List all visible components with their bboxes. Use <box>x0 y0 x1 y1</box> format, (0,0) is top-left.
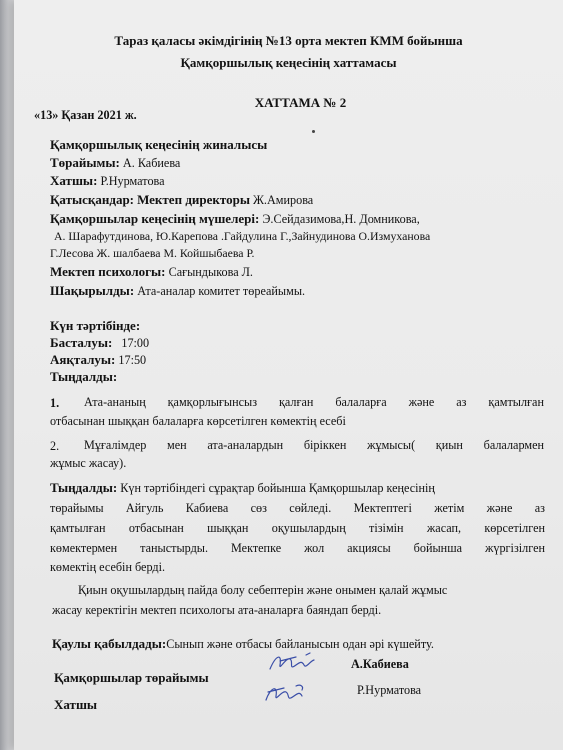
end-row <box>50 352 146 368</box>
psychologist-row <box>50 264 253 280</box>
invited-row <box>50 283 305 299</box>
meeting-title: Қамқоршылық кеңесінің жиналысы <box>50 137 268 152</box>
invited-value: Ата-аналар комитет төреайымы. <box>137 284 306 298</box>
secretary-value: Р.Нурматова <box>100 174 165 188</box>
agenda-item-1-line-2: отбасынан шыққан балаларға көрсетілген көмектің есебі <box>50 414 346 428</box>
heard-paragraph-line-5: көмектің есебін берді. <box>50 560 166 574</box>
members-line-1: Э.Сейдазимова,Н. Домникова, <box>262 212 420 226</box>
signature-chair-label: Қамқоршылар төрайымы <box>54 670 209 685</box>
start-label: Басталуы: <box>50 335 113 350</box>
header-line-1: Тараз қаласы әкімдігінің №13 орта мектеп КММ бойынша <box>114 33 463 48</box>
chair-label: Төрайымы: <box>50 155 120 170</box>
signature-secretary-label: Хатшы <box>54 697 98 712</box>
secretary-label: Хатшы: <box>50 173 98 188</box>
header-line-2: Қамқоршылық кеңесінің хаттамасы <box>180 55 397 70</box>
members-line-2: А. Шарафутдинова, Ю.Карепова .Гайдулина Г.,Зайнудинова О.Измуханова <box>54 229 431 243</box>
participants-value: Ж.Амирова <box>253 193 314 207</box>
agenda-item-2-line-2: жұмыс жасау). <box>50 456 127 470</box>
second-paragraph-line-2: жасау керектігін мектеп психологы ата-аналарға баяндап берді. <box>52 603 382 617</box>
members-line-3: Г.Лесова Ж. шалбаева М. Койшыбаева Р. <box>50 246 255 260</box>
agenda-item-2-line-1: Мұғалімдер мен ата-аналардын біріккен жұмысы( қиын балалармен <box>84 438 544 452</box>
end-time: 17:50 <box>118 353 147 367</box>
heard-label: Тыңдалды: <box>50 480 118 495</box>
agenda-title: Күн тәртібінде: <box>50 318 141 333</box>
invited-label: Шақырылды: <box>50 283 135 298</box>
decision-label: Қаулы қабылдады: <box>52 636 167 651</box>
agenda-item-2-number <box>50 439 59 454</box>
second-paragraph-line-1: Қиын оқушылардың пайда болу себептерін және онымен қалай жұмыс <box>78 583 448 597</box>
psychologist-label: Мектеп психологы: <box>50 264 166 279</box>
psychologist-value: Сағындыкова Л. <box>168 265 253 279</box>
protocol-title: ХАТТАМА № 2 <box>254 95 347 110</box>
chair-signature-mark <box>266 651 328 677</box>
signature-chair-name: А.Кабиева <box>351 657 409 671</box>
decision-value: Сынып және отбасы байланысын одан әрі күшейту. <box>166 637 434 651</box>
agenda-item-1-number <box>50 396 59 411</box>
members-row <box>50 211 420 227</box>
heard-paragraph-line-4: көмектермен таныстырды. Мектепке жол акциясы бойынша жүргізілген <box>50 541 545 555</box>
decision-row <box>52 636 434 652</box>
chair-row <box>50 155 180 171</box>
agenda-item-number: 2. <box>50 439 60 453</box>
heard-paragraph-line-3: қамтылған отбасынан шыққан оқушылардың тізімін жасап, көрсетілген <box>50 521 545 535</box>
agenda-item-number: 1. <box>50 396 60 410</box>
start-row <box>50 335 149 351</box>
secretary-signature-mark <box>260 680 320 708</box>
participants-row <box>50 192 313 208</box>
heard-paragraph-line-2: төрайымы Айгуль Кабиева сөз сөйледі. Мектептегі жетім және аз <box>50 501 545 515</box>
protocol-date: «13» Қазан 2021 ж. <box>34 108 137 122</box>
start-time: 17:00 <box>121 336 150 350</box>
participants-role: Мектеп директоры <box>137 192 250 207</box>
heard-paragraph-line-1 <box>50 480 545 496</box>
members-label: Қамқоршылар кеңесінің мүшелері: <box>50 211 260 226</box>
participants-label: Қатысқандар: <box>50 192 135 207</box>
protocol-sheet <box>14 0 563 750</box>
heard-label-agenda: Тыңдалды: <box>50 369 118 384</box>
signature-secretary-name: Р.Нурматова <box>357 683 422 697</box>
ink-speck <box>312 130 315 133</box>
end-label: Аяқталуы: <box>50 352 116 367</box>
agenda-item-1-line-1: Ата-ананың қамқорлығынсыз қалған балаларға және аз қамтылған <box>84 395 544 409</box>
secretary-row <box>50 173 165 189</box>
heard-text: Күн тәртібіндегі сұрақтар бойынша Қамқоршылар кеңесінің <box>120 481 435 495</box>
chair-value: А. Кабиева <box>122 156 181 170</box>
